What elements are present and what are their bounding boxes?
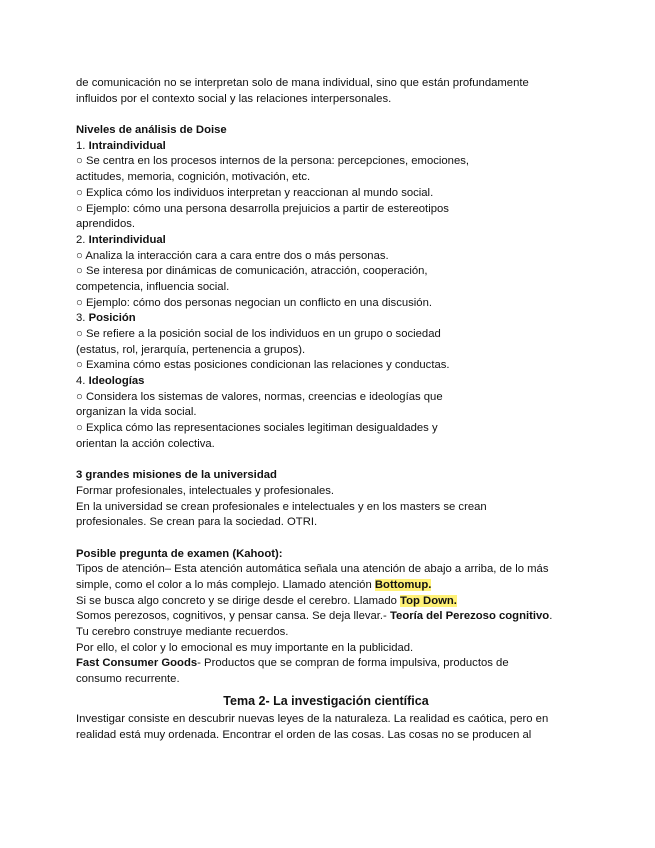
doise-level-text: competencia, influencia social.: [76, 280, 230, 293]
doise-level-text: ○ Se interesa por dinámicas de comunicación, atracción, cooperación,: [76, 265, 428, 278]
examen-text: Tu cerebro construye mediante recuerdos.: [76, 626, 289, 639]
universidad-text: En la universidad se crean profesionales e intelectuales y en los masters se crean: [76, 500, 487, 513]
examen-text-part: simple, como el color a lo más complejo. Llamado atención: [76, 579, 375, 591]
spacer: [76, 531, 576, 547]
doise-level-title: [76, 139, 576, 155]
fcg-term: Fast Consumer Goods: [76, 657, 198, 670]
level-name: Ideologías: [88, 375, 145, 388]
doise-level-text: orientan la acción colectiva.: [76, 437, 215, 450]
tema2-text: Investigar consiste en descubrir nuevas leyes de la naturaleza. La realidad es caótica, pero en: [76, 712, 549, 725]
examen-text-part: Somos perezosos, cognitivos, y pensar cansa. Se deja llevar.-: [76, 610, 390, 623]
doise-heading: Niveles de análisis de Doise: [76, 124, 227, 137]
doise-level-text: ○ Examina cómo estas posiciones condicionan las relaciones y conductas.: [76, 359, 450, 372]
examen-text: consumo recurrente.: [76, 673, 180, 686]
highlight-bottomup: Bottomup.: [374, 579, 432, 591]
doise-level-text: ○ Considera los sistemas de valores, normas, creencias e ideologías que: [76, 390, 443, 403]
intro-line: influidos por el contexto social y las relaciones interpersonales.: [76, 92, 392, 105]
examen-text-part: .: [549, 610, 553, 623]
doise-level-title: [76, 311, 576, 327]
universidad-text: Formar profesionales, intelectuales y profesionales.: [76, 484, 335, 497]
doise-level-text: actitudes, memoria, cognición, motivación, etc.: [76, 171, 311, 184]
highlight-topdown: Top Down.: [400, 594, 457, 607]
examen-text: [76, 578, 576, 594]
doise-level-text: ○ Explica cómo los individuos interpretan y reaccionan al mundo social.: [76, 186, 434, 199]
doise-level-title: [76, 233, 576, 249]
universidad-heading: 3 grandes misiones de la universidad: [76, 469, 277, 482]
level-number: 4.: [76, 375, 89, 388]
examen-text-part: - Productos que se compran de forma impulsiva, productos de: [197, 657, 509, 670]
doise-level-text: aprendidos.: [76, 218, 136, 231]
doise-level-text: ○ Analiza la interacción cara a cara entre dos o más personas.: [76, 249, 389, 262]
spacer: [76, 107, 576, 123]
doise-level-text: ○ Explica cómo las representaciones sociales legitiman desigualdades y: [76, 422, 438, 435]
doise-level-text: ○ Se centra en los procesos internos de la persona: percepciones, emociones,: [76, 155, 470, 168]
doise-level-text: ○ Se refiere a la posición social de los individuos en un grupo o sociedad: [76, 328, 441, 340]
document-body: [76, 76, 576, 743]
perezoso-term: Teoría del Perezoso cognitivo: [389, 610, 550, 623]
examen-text: Por ello, el color y lo emocional es muy importante en la publicidad.: [76, 641, 414, 654]
doise-level-text: ○ Ejemplo: cómo una persona desarrolla prejuicios a partir de estereotipos: [76, 202, 449, 215]
level-name: Posición: [88, 312, 136, 325]
intro-line: de comunicación no se interpretan solo de mana individual, sino que están profundamente: [76, 77, 529, 89]
doise-level-text: ○ Ejemplo: cómo dos personas negocian un conflicto en una discusión.: [76, 296, 432, 309]
examen-text: Tipos de atención– Esta atención automática señala una atención de abajo a arriba, de lo más: [76, 563, 549, 576]
universidad-text: profesionales. Se crean para la sociedad. OTRI.: [76, 516, 318, 529]
examen-text: [76, 656, 576, 672]
examen-text: [76, 609, 576, 625]
level-number: 2.: [76, 233, 89, 246]
examen-text-part: Si se busca algo concreto y se dirige desde el cerebro. Llamado: [76, 594, 401, 607]
spacer: [76, 453, 576, 469]
doise-level-title: [76, 374, 576, 390]
level-name: Intraindividual: [88, 139, 166, 152]
doise-level-text: organizan la vida social.: [76, 406, 197, 419]
level-number: 1.: [76, 139, 89, 152]
examen-heading: Posible pregunta de examen (Kahoot):: [76, 547, 283, 560]
tema2-title: Tema 2- La investigación científica: [223, 693, 429, 708]
tema2-text: realidad está muy ordenada. Encontrar el orden de las cosas. Las cosas no se producen al: [76, 728, 532, 741]
level-name: Interindividual: [88, 233, 166, 246]
examen-text: [76, 594, 576, 610]
doise-level-text: (estatus, rol, jerarquía, pertenencia a grupos).: [76, 343, 306, 356]
level-number: 3.: [76, 312, 89, 325]
